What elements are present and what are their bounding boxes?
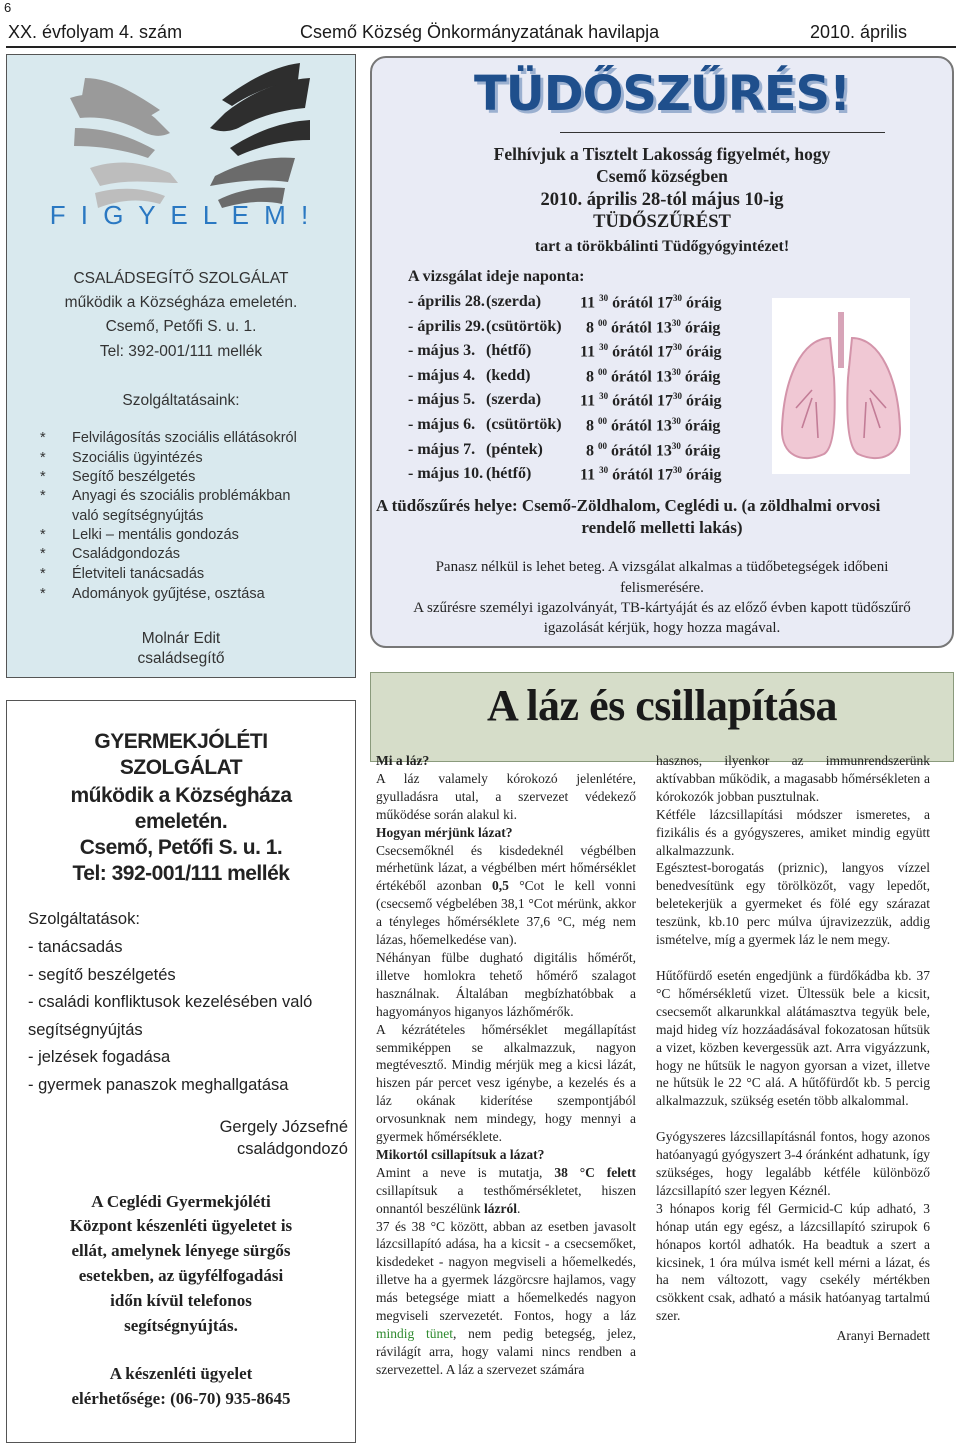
fever-heading: Hogyan mérjünk lázat? xyxy=(376,824,513,840)
list-item: segítségnyújtás xyxy=(28,1021,143,1039)
fever-paragraph: Egésztest-borogatás (priznic), langyos vízzel benedvesítünk egy törölközőt, vagy lepedőt, beletekerjük a gyermeket és fölé egy szárazat teszünk, kb.10 perc múlva újravizezzük, addig ismételve, míg a gyermek láz le nem megy. xyxy=(656,860,930,948)
family-services-heading: Szolgáltatásaink: xyxy=(122,392,240,409)
attention-heading: F I G Y E L E M ! xyxy=(49,200,313,230)
schedule-date: - április 28. xyxy=(408,293,485,310)
fever-title: A láz és csillapítása xyxy=(486,681,838,730)
child-service-title: GYERMEKJÓLÉTI xyxy=(94,730,268,753)
list-item: - segítő beszélgetés xyxy=(28,966,176,984)
fever-paragraph: Hűtőfürdő esetén engedjünk a fürdőkádba kb. 37 °C hőmérsékletű vizet. Ültessük bele a kicsit, csecsemőt alkarunkkal alátámasztva tegyük bele, majd hideg víz hozzáadásával fokozatosan hűtsük a vizet, közben kevergessük azt. Arra vigyázzunk, hogy ne hűtsük le nagyon gyorsan a vizet, illetve ne hűtsük le 22 °C alá. A hűtőfürdőt kb. 5 percig alkalmazzuk, szükség esetén több alkalommal. xyxy=(656,967,930,1109)
screening-note: igazolását kérjük, hogy hozza magával. xyxy=(543,620,781,636)
screening-institute: tart a törökbálinti Tüdőgyógyintézet! xyxy=(534,238,790,255)
family-service-location: működik a Községháza emeletén. xyxy=(64,294,298,311)
schedule-date: - május 6. xyxy=(408,416,476,433)
screening-location-2: rendelő melletti lakás) xyxy=(581,518,743,537)
screening-dates: 2010. április 28-tól május 10-ig xyxy=(540,190,784,210)
family-service-signer: Molnár Edit xyxy=(141,630,221,647)
family-service-address: Csemő, Petőfi S. u. 1. xyxy=(105,318,257,335)
page-header xyxy=(8,22,956,48)
issue-date: 2010. április xyxy=(810,22,908,42)
issue-label: XX. évfolyam 4. szám xyxy=(8,22,183,42)
cegled-text: Központ készenléti ügyeletet is xyxy=(69,1216,293,1235)
fever-paragraph: Néhányan fülbe dugható digitális hőmérőt, illetve homlokra tehető hőmérő szalagot használnak. Általában megbízhatóbbak a hagyományos higanyos lázhőmérők. xyxy=(376,949,636,1019)
child-service-title: emeletén. xyxy=(134,810,228,833)
publication-title: Csemő Község Önkormányzatának havilapja xyxy=(300,22,660,42)
schedule-day: (szerda) xyxy=(486,293,542,310)
schedule-day: (kedd) xyxy=(486,367,531,384)
schedule-time: 8 $^{00}$ órától $13^{30}$ óráig xyxy=(586,318,721,337)
schedule-time: 8 $^{00}$ órától $13^{30}$ óráig xyxy=(586,441,721,460)
schedule-day: (hétfő) xyxy=(486,342,532,359)
list-item: - családi konfliktusok kezelésében való xyxy=(28,993,313,1011)
cegled-text: ellát, amelynek lényege sürgős xyxy=(71,1241,291,1260)
screening-note: Panasz nélkül is lehet beteg. A vizsgálat alkalmas a tüdőbetegségek időbeni xyxy=(435,559,889,575)
schedule-date: - május 10. xyxy=(408,465,484,482)
schedule-time: 11 $^{30}$ órától $17^{30}$ óráig xyxy=(580,465,722,484)
schedule-day: (csütörtök) xyxy=(486,318,562,335)
lungs-icon xyxy=(772,298,910,474)
child-services-heading: Szolgáltatások: xyxy=(28,910,140,928)
child-service-signer-role: családgondozó xyxy=(236,1140,348,1158)
fever-paragraph: A láz valamely kórokozó jelenlétére, gyulladásra utal, a szervezet védekező működése során alakul ki. xyxy=(376,770,636,822)
child-service-signer: Gergely Józsefné xyxy=(219,1118,348,1136)
cegled-text: időn kívül telefonos xyxy=(110,1291,252,1310)
cegled-text: A Ceglédi Gyermekjóléti xyxy=(91,1192,271,1211)
family-service-name: CSALÁDSEGÍTŐ SZOLGÁLAT xyxy=(73,270,289,287)
schedule-time: 11 $^{30}$ órától $17^{30}$ óráig xyxy=(580,391,722,410)
fever-paragraph: Csecsemőknél és kisdedeknél végbélben mérhetünk lázat, a végbélben mért hőmérséklet értékéből azonban 0,5 °Cot le kell vonni (csecsemő végbelében 38,1 °Cot mérünk, akkor a tényleges hőmérséklete 37,6 °C, még nem lázas, hőemelkedése van). xyxy=(376,842,637,948)
fever-paragraph: hasznos, ilyenkor az immunrendszerünk aktívabban működik, a magasabb hőmérsékleten a kórokozók jobban pusztulnak. xyxy=(656,753,930,804)
child-service-title: SZOLGÁLAT xyxy=(119,756,243,779)
schedule-date: - május 3. xyxy=(408,342,476,359)
schedule-day: (csütörtök) xyxy=(486,416,562,433)
schedule-time: 8 $^{00}$ órától $13^{30}$ óráig xyxy=(586,367,721,386)
child-service-title: működik a Községháza xyxy=(70,784,292,807)
schedule-date: - május 4. xyxy=(408,367,476,384)
fever-paragraph: A kézrátételes hőmérséklet megállapítást semmiképpen se alkalmazzuk, nagyon megtévesztő. Mindig mérjük meg a kicsi lázát, hiszen pár percet vesz igénybe, a kezelés és a láz okának kiderítése szempontjából orvosunknak nem mindegy, hogy mennyi a gyermek hőmérséklete. xyxy=(376,1021,636,1145)
screening-word: TÜDŐSZŰRÉST xyxy=(593,212,731,232)
family-service-phone: Tel: 392-001/111 mellék xyxy=(99,343,263,360)
screening-note: A szűrésre személyi igazolványát, TB-kártyáját és az előző évben kapott tüdőszűrő xyxy=(413,600,911,616)
schedule-time: 11 $^{30}$ órától $17^{30}$ óráig xyxy=(580,342,722,361)
family-service-signer-role: családsegítő xyxy=(137,650,225,667)
fever-paragraph: Kétféle lázcsillapítási módszer ismeretes, a fizikális és a gyógyszeres, amiket mindig együtt alkalmazzunk. xyxy=(656,806,930,858)
schedule-day: (szerda) xyxy=(486,391,542,408)
screening-intro: Csemő községben xyxy=(596,166,728,186)
list-item: - gyermek panaszok meghallgatása xyxy=(28,1076,289,1094)
child-service-title: Tel: 392-001/111 mellék xyxy=(72,862,290,885)
schedule-heading: A vizsgálat ideje naponta: xyxy=(408,268,585,285)
title-rule xyxy=(560,132,885,133)
fever-paragraph: 3 hónapos korig fél Germicid-C kúp adható, 3 hónap után egy egész, a lázcsillapító szirupok 6 hónapos kortól adhatók. Ha beadtuk a szert a kicsinek, 1 óra múlva ismét kell mérni a lázat, és ha nem változott, vagy csekély mértékben csökkent csak, adható a másik hatóanyag tartalmú szer. xyxy=(656,1200,930,1324)
header-rule xyxy=(6,46,956,48)
fever-heading: Mi a láz? xyxy=(376,753,430,768)
schedule-date: - május 5. xyxy=(408,391,476,408)
schedule-time: 8 $^{00}$ órától $13^{30}$ óráig xyxy=(586,416,721,435)
duty-phone: elérhetősége: (06-70) 935-8645 xyxy=(71,1389,291,1408)
fever-right-column xyxy=(656,752,930,1345)
screening-title: TÜDŐSZŰRÉS! xyxy=(474,66,850,122)
fever-paragraph: Amint a neve is mutatja, 38 °C felett csillapítsuk a testhőmérsékletet, hiszen onnantól beszélünk lázról. xyxy=(376,1164,637,1216)
cegled-text: esetekben, az ügyfélfogadási xyxy=(78,1266,284,1285)
fever-paragraph: Gyógyszeres lázcsillapításnál fontos, hogy azonos hatóanyagú gyógyszert 3-4 óránként adhatunk, így szükséges, hogy legalább kétféle különböző lázcsillapító szer legyen Kéznél. xyxy=(656,1129,930,1198)
cegled-text: segítségnyújtás. xyxy=(124,1316,238,1335)
schedule-date: - április 29. xyxy=(408,318,485,335)
child-service-title: Csemő, Petőfi S. u. 1. xyxy=(79,836,283,859)
screening-intro: Felhívjuk a Tisztelt Lakosság figyelmét, hogy xyxy=(493,144,831,164)
screening-note: felismerésére. xyxy=(620,580,704,596)
fever-author: Aranyi Bernadett xyxy=(836,1328,930,1344)
page-number: 6 xyxy=(4,0,12,15)
duty-heading: A készenléti ügyelet xyxy=(109,1364,253,1383)
list-item: - tanácsadás xyxy=(28,938,123,956)
schedule-time: 11 $^{30}$ órától $17^{30}$ óráig xyxy=(580,293,722,312)
schedule-day: (hétfő) xyxy=(486,465,532,482)
list-item: - jelzések fogadása xyxy=(28,1048,171,1066)
fever-paragraph: 37 és 38 °C között, abban az esetben javasolt lázcsillapító adása, ha a kicsit - a csecsemőket, kisdedeket - nagyon megviseli a hőemelkedés, illetve ha a gyermek lázgörcsre hajlamos, vagy más betegsége miatt a hőemelkedés nagyon megviseli szervezetét. Fontos, hogy a láz mindig tünet, nem pedig betegség, jelez, rávilágít arra, hogy valami nincs rendben a szervezettel. A láz a szervezet számára xyxy=(376,1218,636,1377)
schedule-day: (péntek) xyxy=(486,441,543,458)
fever-heading: Mikortól csillapítsuk a lázat? xyxy=(376,1146,545,1162)
fever-left-column xyxy=(376,752,636,1379)
schedule-date: - május 7. xyxy=(408,441,476,458)
screening-location: A tüdőszűrés helye: Csemő-Zöldhalom, Ceglédi u. (a zöldhalmi orvosi xyxy=(376,496,881,515)
